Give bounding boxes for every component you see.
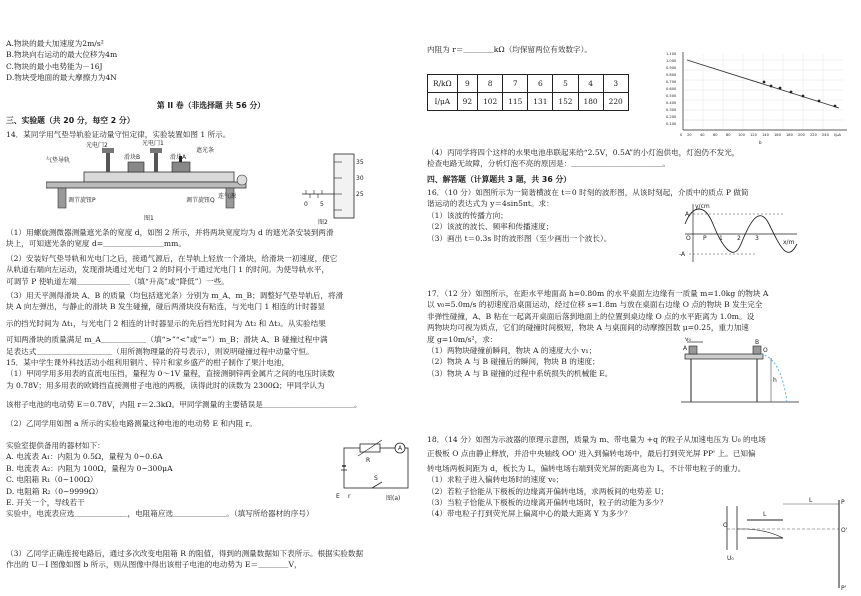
wave-curve xyxy=(685,209,797,252)
table-header-i: I/μA xyxy=(428,93,458,111)
x-tick: 240 xyxy=(822,133,829,137)
photogate-2 xyxy=(106,150,110,172)
q16-l1: 16．（10 分）如图所示为一简谐横波在 t＝0 时刻的波形图，从该时刻起，介质中的质点 P 做简 xyxy=(427,188,749,197)
label-ammeter: A xyxy=(398,445,403,452)
tick-25: 25 xyxy=(356,191,364,198)
q18-l2: 正极板 O 点由静止释放，并沿中央轴线 OO' 进入到偏转电场中，最后打到荧光屏 PP' 上。已知偏 xyxy=(427,449,756,459)
x-tick: 180 xyxy=(786,133,793,137)
wave-p-label: P xyxy=(703,235,707,242)
q15-equipment xyxy=(6,440,336,520)
q18-item2: （2）若粒子恰能从下极板的边缘离开偏转电场，求两板间的电势差 U； xyxy=(427,486,669,496)
tabletop xyxy=(685,354,763,359)
data-point xyxy=(770,85,773,88)
label-knob-q: 调节旋钮Q xyxy=(186,197,215,204)
switch-symbol xyxy=(372,482,382,488)
x-tick: 200 xyxy=(798,133,805,137)
photogate-1 xyxy=(154,150,158,172)
wave-origin: O xyxy=(686,235,691,242)
wave-x-label: x/m xyxy=(783,239,795,246)
x-tick: 20 xyxy=(687,133,692,137)
label-v0: v₀ xyxy=(685,336,691,343)
x-axis-label: I/μA xyxy=(834,133,842,137)
thimble xyxy=(334,154,354,218)
block-b xyxy=(753,346,761,354)
label-gate1: 光电门1 xyxy=(142,140,164,147)
label-slider-a: 滑块A xyxy=(170,154,187,161)
wave-tick-1: 1 xyxy=(719,235,723,242)
equip-d: D. 电阻箱 R₂（0~9999Ω） xyxy=(6,486,103,496)
q14-part3-cont: 块 A 向左弹出，与静止的滑块 B 发生碰撞，碰后两滑块没有粘连，与光电门 1 相连的计时器显 xyxy=(6,302,325,312)
q15-part3-l2: 作出的 U－I 图像如图 b 所示，则从图像中得出该柑子电池的电动势为 E＝＿＿＿＿V， xyxy=(6,560,302,570)
x-tick: 120 xyxy=(750,133,757,137)
x-tick: 60 xyxy=(713,133,718,137)
label-p: P xyxy=(841,499,845,506)
air-track-rail xyxy=(84,172,234,182)
q15-part1: （1）甲同学用多用表的直流电压挡，量程为 0～1V 量程，直接测铜锌两金属片之间的电压时读数 xyxy=(6,369,335,379)
label-strip: 遮光条 xyxy=(196,147,215,154)
label-b: B xyxy=(755,339,760,346)
x-tick: 0 xyxy=(680,133,683,137)
part2-title: 第 II 卷（非选择题 共 56 分） xyxy=(156,101,266,110)
block-a xyxy=(689,346,697,354)
option-d: D.物块受地面的最大摩擦力为4N xyxy=(6,73,117,83)
q14-part3: （3）用天平测得滑块 A、B 的质量（均包括遮光条）分别为 m_A、m_B；调整好气垫导轨后，将滑 xyxy=(6,290,344,300)
label-emf: E xyxy=(336,493,340,500)
x-tick: 40 xyxy=(700,133,705,137)
y-tick: 0.200 xyxy=(666,115,677,119)
q16-item2: （2）该波的波长、频率和传播速度； xyxy=(427,222,554,232)
data-point xyxy=(763,81,766,84)
label-l1: L xyxy=(763,511,767,518)
y-tick: 0.700 xyxy=(666,80,677,84)
data-point xyxy=(790,91,793,94)
ui-graph-b xyxy=(663,50,855,146)
air-track-figure xyxy=(46,140,256,222)
q15-part2: （2）乙同学用如图 a 所示的实验电路测量这种电池的电动势 E 和内阻 r。 xyxy=(6,419,257,429)
q15-part4-l2: 检查电路无故障，分析灯泡不亮的原因是：＿＿＿＿＿＿＿＿＿＿＿＿。 xyxy=(427,159,670,169)
data-point xyxy=(834,105,837,108)
x-tick: 140 xyxy=(762,133,769,137)
equip-a: A. 电流表 A₁：内阻为 0.5Ω，量程为 0~0.6A xyxy=(6,452,163,462)
y-tick: 0.800 xyxy=(666,73,677,77)
option-b: B.物块向右运动的最大位移为4m xyxy=(6,50,118,60)
table-cell: 102 xyxy=(478,93,503,111)
label-a: A xyxy=(683,345,688,352)
q15-intro: 15．某中学生课外科技活动小组利用铜片、锌片和家乡盛产的柑子制作了果汁电池， xyxy=(6,357,290,367)
equip-c: C. 电阻箱 R₁（0~100Ω） xyxy=(6,475,98,485)
photogate-1-head xyxy=(150,148,162,153)
label-air-source: 连气源 xyxy=(218,193,237,200)
data-table xyxy=(427,74,629,111)
label-h: h xyxy=(773,377,777,384)
slider-b xyxy=(128,162,144,172)
section4-title: 四、解答题（计算题共 3 题，共 36 分） xyxy=(427,175,572,184)
tick-5: 5 xyxy=(320,201,324,208)
label-slider-b: 滑块B xyxy=(124,154,141,161)
track-leg-left xyxy=(58,188,66,208)
particle-path xyxy=(737,529,783,538)
q18-l1: 18．（14 分）如图为示波器的原理示意图，质量为 m、带电量为 +q 的粒子从加速电压为 U₀ 的电场 xyxy=(427,435,766,444)
micrometer-figure xyxy=(296,150,376,226)
wave-tick-3: 3 xyxy=(755,235,759,242)
tick-35: 35 xyxy=(356,159,364,166)
q18-item1: （1）求粒子进入偏转电场时的速度 v₀； xyxy=(427,475,564,485)
label-gate2: 光电门2 xyxy=(86,142,108,149)
label-air-track: 气垫导轨 xyxy=(46,157,71,164)
x-tick: 80 xyxy=(726,133,731,137)
y-tick: 0.100 xyxy=(666,122,677,126)
previous-question-options xyxy=(6,38,117,84)
graph-caption: b xyxy=(759,140,762,145)
q15-select: 实验中，电流表应选＿＿＿＿＿＿＿，电阻箱应选＿＿＿＿＿＿＿。（填写所给器材的序号） xyxy=(6,509,314,519)
label-o-prime: O' xyxy=(841,527,848,534)
air-source-connector xyxy=(237,175,247,185)
track-base xyxy=(46,182,246,188)
wave-neg-a-label: -A xyxy=(679,251,686,258)
table-cell: 4 xyxy=(578,75,603,93)
tick-30: 30 xyxy=(356,175,364,182)
label-p-prime: P' xyxy=(841,585,847,592)
table-header-r: R/kΩ xyxy=(428,75,458,93)
x-tick: 220 xyxy=(810,133,817,137)
table-cell: 131 xyxy=(528,93,553,111)
q17-l3: 非弹性碰撞，A、B 粘在一起离开桌面后落到地面上的位置到桌边缘 O 点的水平距离为 1.0m。设 xyxy=(427,311,755,321)
graph-grid xyxy=(683,54,843,130)
label-o: O xyxy=(763,347,768,354)
q14-part2-cont: 从轨道右端向左运动，发现滑块通过光电门 2 的时间小于通过光电门 1 的时间。为使导轨水平， xyxy=(6,265,330,275)
slider-a xyxy=(172,162,190,172)
tick-0: 0 xyxy=(304,201,308,208)
q14-body xyxy=(6,227,362,430)
y-tick: 1.000 xyxy=(666,59,677,63)
equip-b: B. 电流表 A₂：内阻为 100Ω，量程为 0~300μA xyxy=(6,463,173,473)
q18-item4: （4）带电粒子打到荧光屏上偏离中心的最大距离 Y 为多少？ xyxy=(427,509,632,519)
q16-item3: （3）画出 t＝0.3s 时的波形图（至少画出一个波长）。 xyxy=(427,233,612,243)
data-point xyxy=(802,95,805,98)
q17-l5: 度 g=10m/s²，求： xyxy=(427,334,498,344)
q14-part3-cont2: 示的挡光时间为 Δt₁，与光电门 2 相连的计时器显示的先后挡光时间为 Δt₂ 和 Δt₃。从实验结果 xyxy=(6,318,326,328)
table-row xyxy=(428,75,629,93)
fig2-caption: 图2 xyxy=(318,219,328,226)
option-a: A.物块的最大加速度为2m/s² xyxy=(6,39,104,48)
option-c: C.物块的最小电势能为－16J xyxy=(6,61,103,71)
label-r-box: R xyxy=(366,457,371,464)
table-row xyxy=(428,93,629,111)
data-point xyxy=(779,87,782,90)
table-cell: 8 xyxy=(478,75,503,93)
x-tick: 100 xyxy=(738,133,745,137)
q17-item2: （2）物块 A 与 B 碰撞后的瞬间，物块 B 的速度； xyxy=(427,357,600,367)
data-point xyxy=(818,100,821,103)
y-tick: 0.400 xyxy=(666,101,677,105)
q15-part1-cont2: 该柑子电池的电动势 E＝0.78V，内阻 r＝2.3kΩ。甲同学测量的主要错误是＿＿＿＿＿＿＿＿＿＿＿＿。 xyxy=(6,400,362,410)
q18-l3: 转电场两板间距为 d，板长为 L，偏转电场右端到荧光屏的距离也为 L，不计带电粒子的重力。 xyxy=(427,463,746,473)
circuit-loop xyxy=(344,448,408,488)
table-cell: 180 xyxy=(578,93,603,111)
wave-figure xyxy=(675,200,805,266)
wave-y-label: y/cm xyxy=(695,203,710,210)
q15-part4-l1: （4）丙同学将四个这样的水果电池串联起来给“2.5V，0.5A”的小灯泡供电，灯泡仍不发光， xyxy=(427,148,740,157)
q14-intro: 14．某同学用气垫导轨验证动量守恒定律，实验装置如图 1 所示。 xyxy=(6,130,231,139)
y-tick: 0.600 xyxy=(666,87,677,91)
y-tick: 0.300 xyxy=(666,108,677,112)
fig1-caption: 图1 xyxy=(144,215,154,222)
equip-e: E. 开关一个，导线若干 xyxy=(6,497,85,507)
q18-item3: （3）当粒子恰能从下极板的边缘离开偏转电场时，粒子的动能为多少？ xyxy=(427,497,668,507)
q15-equipment-intro: 实验室提供备用的器材如下： xyxy=(6,441,105,450)
table-cell: 5 xyxy=(553,75,578,93)
wave-a-label: A xyxy=(685,211,690,218)
label-fig-a: 图(a) xyxy=(386,495,401,502)
q14-part3-cont4: 足表达式＿＿＿＿＿＿＿＿＿＿（用所测物理量的符号表示），则说明碰撞过程中动量守恒。 xyxy=(6,346,314,356)
q14-part3-cont3: 可知两滑块的质量满足 m_A＿＿＿＿＿＿（填“>”“<”或“=”）m_B；滑块 A、B 碰撞过程中满 xyxy=(6,335,328,345)
q15-part3-l1: （3）乙同学正确连接电路后，通过多次改变电阻箱 R 的阻值，得到的测量数据如下表所示。根据实验数据 xyxy=(6,549,364,558)
y-tick: 0.500 xyxy=(666,94,677,98)
y-tick: 1.100 xyxy=(666,52,677,56)
label-knob-p: 调节旋钮P xyxy=(68,197,96,204)
table-cell: 9 xyxy=(457,75,477,93)
table-cell: 7 xyxy=(503,75,528,93)
wave-tick-2: 2 xyxy=(737,235,741,242)
label-u0: U₀ xyxy=(727,555,734,562)
table-cell: 92 xyxy=(457,93,477,111)
q17-l2: 以 v₀=5.0m/s 的初速度沿桌面运动，经过位移 s=1.8m 与放在桌面右边缘 O 点的物块 B 发生完全 xyxy=(427,300,763,310)
section3-title: 三、实验题（共 20 分，每空 2 分） xyxy=(6,116,135,125)
q15-part4 xyxy=(427,147,739,170)
q14-part2: （2）安装好气垫导轨和光电门之后，接通气源后，在导轨上轻放一个滑块，给滑块一初速度，使它 xyxy=(6,253,338,263)
label-internal-r: r xyxy=(348,493,351,500)
q17-l1: 17．（12 分）如图所示，在距水平地面高 h=0.80m 的水平桌面左边缘有一质量 m=1.0kg 的物块 A xyxy=(427,289,769,298)
table-cell: 6 xyxy=(528,75,553,93)
table-cell: 3 xyxy=(603,75,628,93)
q14-part2-cont2: 可调节 P 使轨道左端＿＿＿＿＿＿＿（填“升高”或“降低”）一些。 xyxy=(6,276,229,286)
label-o: O xyxy=(723,522,728,529)
q17-l4: 两物块均可视为质点，它们的碰撞时间极短，物块 A 与桌面间的动摩擦因数 μ=0.25，重力加速 xyxy=(427,323,749,333)
q14-part1-cont: 块上，可知遮光条的宽度 d=＿＿＿＿＿＿＿＿mm。 xyxy=(6,239,186,249)
table-blocks-figure xyxy=(681,336,801,406)
label-l2: L xyxy=(809,497,813,504)
oscilloscope-figure xyxy=(723,496,849,594)
q17-item1: （1）两物块碰撞前瞬间，物块 A 的速度大小 v₁； xyxy=(427,345,597,355)
q15-internal-r: 内阻为 r＝＿＿＿＿kΩ（均保留两位有效数字）。 xyxy=(427,45,593,54)
table-cell: 152 xyxy=(553,93,578,111)
y-tick: 0.900 xyxy=(666,66,677,70)
label-switch: S xyxy=(374,475,378,482)
q15-part1-cont: 为 0.78V；用多用表的欧姆挡直接测柑子电池的两极，读得此时的读数为 2300Ω；甲同学认为 xyxy=(6,380,325,390)
table-cell: 115 xyxy=(503,93,528,111)
x-tick: 160 xyxy=(774,133,781,137)
q17-item3: （3）物块 A 与 B 碰撞的过程中系统损失的机械能 E。 xyxy=(427,368,613,378)
table-cell: 220 xyxy=(603,93,628,111)
q14-part1: （1）用螺旋测微器测量遮光条的宽度 d，如图 2 所示，并将两块宽度均为 d 的遮光条安装到两滑 xyxy=(6,228,334,237)
circuit-figure-a xyxy=(336,438,416,504)
q15-part3 xyxy=(6,548,363,571)
q16-l2: 谐运动的表达式为 y＝4sin5πt。求： xyxy=(427,199,554,209)
q16-item1: （1）该波的传播方向； xyxy=(427,210,508,220)
